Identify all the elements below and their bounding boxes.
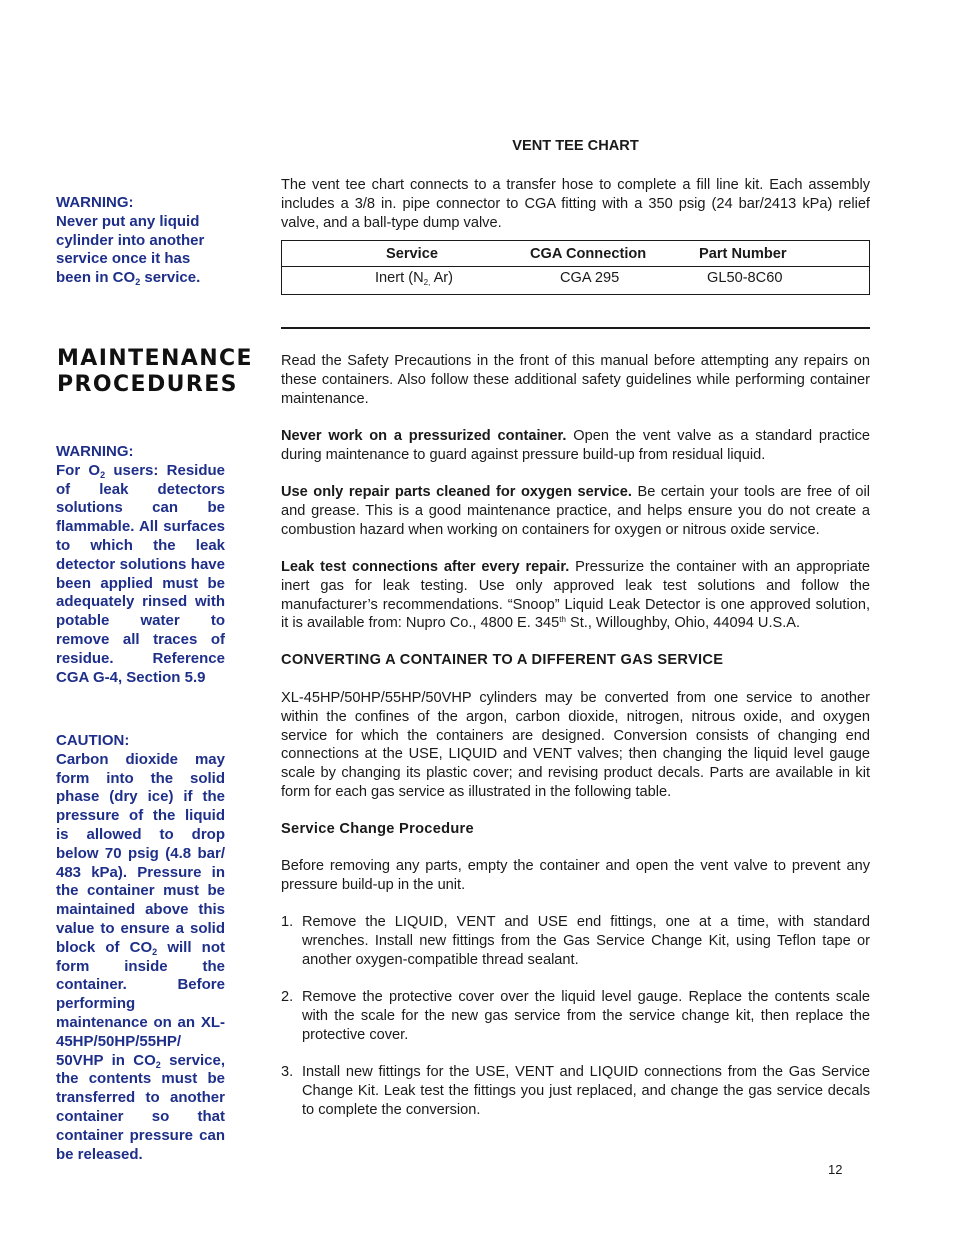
converting-body-block (281, 689, 870, 802)
cell-cga: CGA 295 (560, 270, 620, 286)
warning-box-leak-detector (56, 441, 225, 690)
warning-text: For $O_2$ users: Residue of leak detectors solutions can be flammable. All surfaces to which the leak detector solutions have been applied must be adequately rinsed with potable water to remove all traces of residue. Reference CGA G-4, Section 5.9 (56, 461, 225, 686)
section-divider (281, 327, 870, 329)
repair-parts-bold: Use only repair parts cleaned for oxygen service. (281, 484, 632, 500)
warning-box-co2 (56, 192, 225, 291)
maintenance-procedures-title: MAINTENANCE PROCEDURES (57, 346, 253, 397)
cell-service: Inert ($N_{2,}$ Ar) (375, 270, 454, 287)
converting-body: XL-45HP/50HP/55HP/50VHP cylinders may be converted from one service to another within the confines of the argon, carbon dioxide, nitrogen, nitrous oxide, and oxygen service for which the containers are designed. Conversion consists of changing end connections at the USE, LIQUID and VENT valves; then changing the liquid level gauge scale by changing its plastic cover; and revising product decals. Parts are available in kit form for each gas service as illustrated in the following table. (281, 690, 870, 800)
cell-part: GL50-8C60 (707, 270, 783, 286)
repair-parts-text: Be certain your tools are free of oil and grease. This is a good maintenance practice, and helps ensure you do not create a combustion hazard when working on containers for oxygen or nitrous oxide service. (281, 484, 870, 538)
warning-text: Never put any liquid cylinder into another service once it has been in $CO_2$ service. (56, 212, 205, 288)
step-text: Remove the LIQUID, VENT and USE end fittings, one at a time, with standard wrenches. Install new fittings from the Gas Service Change Kit, using Teflon tape or another oxygen-compatible thread sealant. (302, 914, 870, 968)
col-header-cga: CGA Connection (530, 246, 647, 262)
leak-test-paragraph: Leak test connections after every repair. Pressurize the container with an appropriate inert gas for leak testing. Use only approved leak test solutions and follow the manufacturer’s recommendations. “Snoop” Liquid Leak Detector is one approved solution, it is available from: Nupro Co., 4800 E. 345th St., Willoughby, Ohio, 44094 U.S.A. (281, 559, 870, 632)
maintenance-intro-block (281, 352, 870, 408)
maintenance-intro: Read the Safety Precautions in the front of this manual before attempting any repairs on these containers. Also follow these additional safety guidelines while performing container maintenance. (281, 353, 870, 407)
pressurized-bold: Never work on a pressurized container. (281, 428, 567, 444)
service-change-pre-block (281, 857, 870, 895)
service-change-pre: Before removing any parts, empty the container and open the vent valve to prevent any pressure build-up in the unit. (281, 858, 870, 893)
repair-parts-paragraph (281, 483, 870, 539)
step-number: 3. (281, 1064, 294, 1080)
col-header-part: Part Number (699, 246, 787, 262)
page-number: 12 (828, 1162, 843, 1177)
pressurized-paragraph (281, 427, 870, 465)
step-number: 1. (281, 914, 294, 930)
service-change-procedure-heading: Service Change Procedure (281, 821, 474, 837)
vent-tee-chart-title: VENT TEE CHART (512, 138, 639, 154)
converting-heading: CONVERTING A CONTAINER TO A DIFFERENT GAS SERVICE (281, 652, 724, 668)
col-header-service: Service (386, 246, 438, 262)
vent-tee-table-header (282, 241, 869, 267)
step-number: 2. (281, 989, 294, 1005)
vent-tee-intro: The vent tee chart connects to a transfer hose to complete a fill line kit. Each assembly includes a 3/8 in. pipe connector to CGA fitting with a 350 psig (24 bar/2413 kPa) relief valve, and a ball-type dump valve. (281, 177, 870, 231)
warning-label: WARNING: (56, 443, 134, 460)
pressurized-text: Open the vent valve as a standard practice during maintenance to guard against pressure build-up from residual liquid. (281, 428, 871, 463)
caution-label: CAUTION: (56, 732, 130, 749)
step-text: Remove the protective cover over the liquid level gauge. Replace the contents scale with the scale for the new gas service from the service change kit, then replace the protective cover. (302, 989, 870, 1043)
caution-box-dry-ice (56, 730, 225, 1167)
vent-tee-intro-block (281, 176, 870, 232)
vent-tee-table (281, 240, 870, 295)
step-text: Install new fittings for the USE, VENT and LIQUID connections from the Gas Service Change Kit. Leak test the fittings you just replaced, and change the gas service decals to complete the conversion. (302, 1064, 870, 1118)
caution-text: Carbon dioxide may form into the solid phase (dry ice) if the pressure of the liquid is allowed to drop below 70 psig (4.8 bar/ 483 kPa). Pressure in the container must be maintained above this value to ensure a solid block of $CO_2$ will not form inside the container. Before performing maintenance on an XL-45HP/50HP/55HP/ 50VHP in $CO_2$ service, the contents must be transferred to another container so that container pressure can be released. (56, 750, 226, 1163)
warning-label: WARNING: (56, 194, 134, 211)
leak-test-bold: Leak test connections after every repair. (281, 559, 570, 575)
